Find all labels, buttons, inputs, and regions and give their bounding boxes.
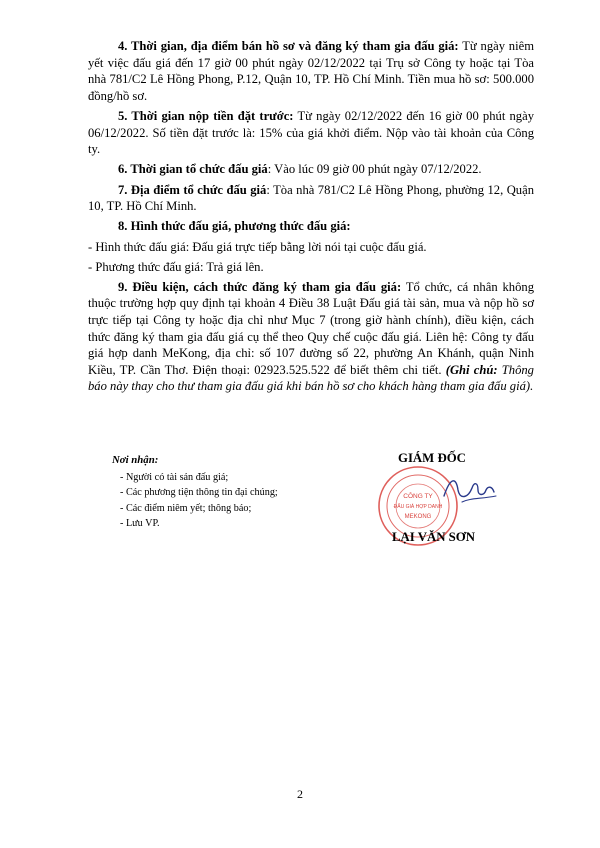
recipient-item: - Các điểm niêm yết; thông báo; [120, 502, 252, 514]
section-4-text: Từ ngày niêm yết việc đấu giá đến 17 giờ 00 phút ngày 02/12/2022 tại Trụ sở Công ty hoặc tại Tòa nhà 781/C2 Lê Hồng Phong, P.12, Quận 10, TP. Hồ Chí Minh. Tiền mua hồ sơ: 500.000 đồng/hồ sơ. [88, 39, 534, 103]
section-7 [88, 182, 534, 215]
recipient-item: - Người có tài sản đấu giá; [120, 472, 229, 484]
section-9 [88, 279, 534, 395]
section-8-form: - Hình thức đấu giá: Đấu giá trực tiếp bằng lời nói tại cuộc đấu giá. [88, 239, 427, 254]
handwritten-signature [440, 468, 500, 510]
section-9-note-text: Thông báo này thay cho thư tham gia đấu giá khi bán hồ sơ cho khách hàng tham gia đấu giá). [88, 362, 534, 394]
body-text [88, 38, 534, 399]
section-4 [88, 38, 534, 104]
stamp-text: MEKONG [404, 514, 432, 520]
stamp-text: ĐẤU GIÁ HỢP DANH [393, 504, 443, 510]
stamp-text: CÔNG TY [403, 493, 433, 500]
section-7-heading: 7. Địa điểm tổ chức đấu giá [118, 182, 267, 197]
section-4-heading: 4. Thời gian, địa điểm bán hồ sơ và đăng ký tham gia đấu giá: [118, 39, 459, 53]
recipients-title: Nơi nhận: [112, 454, 159, 466]
section-8 [88, 218, 534, 235]
section-6-heading: 6. Thời gian tổ chức đấu giá [118, 162, 268, 177]
page-number: 2 [297, 787, 303, 801]
section-7-text: : Tòa nhà 781/C2 Lê Hồng Phong, phường 12, Quận 10, TP. Hồ Chí Minh. [88, 182, 534, 214]
section-8-method: - Phương thức đấu giá: Trả giá lên. [88, 259, 264, 274]
section-6-text: : Vào lúc 09 giờ 00 phút ngày 07/12/2022. [267, 162, 482, 177]
section-9-note-label: (Ghi chú: [445, 362, 498, 377]
director-name: LẠI VĂN SƠN [392, 530, 475, 544]
section-5-heading: 5. Thời gian nộp tiền đặt trước: [118, 108, 294, 123]
section-9-heading: 9. Điều kiện, cách thức đăng ký tham gia đấu giá: [118, 279, 402, 294]
section-9-text: Tổ chức, cá nhân không thuộc trường hợp quy định tại khoản 4 Điều 38 Luật Đấu giá tài sản, mua và nộp hồ sơ trực tiếp tại Công ty hoặc địa chỉ như Mục 7 (trong giờ hành chính), điều kiện, cách thức đăng ký tham gia đấu giá cụ thể theo Quy chế cuộc đấu giá. Liên hệ: Công ty đấu giá hợp danh MeKong, địa chỉ: số 107 đường số 22, phường An Khánh, quận Ninh Kiều, TP. Cần Thơ. Điện thoại: 02923.525.522 để biết thêm chi tiết. [88, 279, 534, 377]
section-5 [88, 108, 534, 158]
director-title: GIÁM ĐỐC [398, 451, 466, 465]
section-5-text: Từ ngày 02/12/2022 đến 16 giờ 00 phút ngày 06/12/2022. Số tiền đặt trước là: 15% của giá khởi điểm. Nộp vào tài khoản của Công ty. [88, 108, 534, 157]
recipient-item: - Các phương tiện thông tin đại chúng; [120, 487, 278, 499]
recipients-block [112, 453, 342, 531]
recipient-item: - Lưu VP. [120, 517, 160, 529]
section-8-heading: 8. Hình thức đấu giá, phương thức đấu giá: [118, 219, 351, 234]
section-6 [88, 161, 534, 178]
